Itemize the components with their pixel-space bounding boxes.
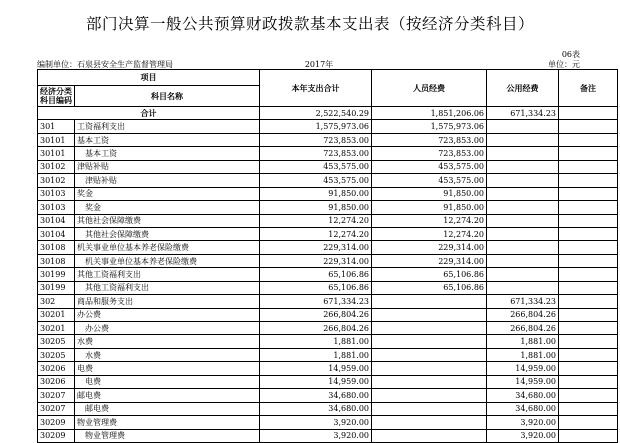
row-note [559, 268, 618, 281]
row-total: 3,920.00 [260, 416, 372, 429]
header-name: 科目名称 [75, 86, 260, 107]
table-row [38, 201, 618, 214]
table-row [38, 254, 618, 267]
row-note [559, 241, 618, 254]
row-name: 其他社会保障缴费 [75, 214, 260, 227]
table-row [38, 268, 618, 281]
row-name: 办公费 [75, 322, 260, 335]
header-note: 备注 [559, 70, 618, 107]
summary-row [38, 107, 618, 120]
row-code: 30199 [38, 268, 75, 281]
row-total: 14,959.00 [260, 375, 372, 388]
row-personnel [372, 402, 487, 415]
row-code: 30205 [38, 335, 75, 348]
row-total: 266,804.26 [260, 308, 372, 321]
row-personnel [372, 308, 487, 321]
row-name: 其他工资福利支出 [75, 268, 260, 281]
row-note [559, 322, 618, 335]
header-code: 经济分类 科目编码 [38, 86, 75, 107]
summary-personnel: 1,851,206.06 [372, 107, 487, 120]
row-name: 物业管理费 [75, 429, 260, 442]
row-total: 671,334.23 [260, 295, 372, 308]
row-personnel: 1,575,973.06 [372, 120, 487, 133]
row-personnel [372, 389, 487, 402]
row-note [559, 295, 618, 308]
row-name: 水费 [75, 348, 260, 361]
row-code: 30101 [38, 147, 75, 160]
table-row [38, 348, 618, 361]
row-public [487, 201, 559, 214]
summary-label: 合计 [38, 107, 260, 120]
row-note [559, 133, 618, 146]
row-public: 14,959.00 [487, 375, 559, 388]
row-total: 65,106.86 [260, 281, 372, 294]
row-name: 机关事业单位基本养老保险缴费 [75, 241, 260, 254]
row-total: 91,850.00 [260, 187, 372, 200]
row-total: 3,920.00 [260, 429, 372, 442]
row-note [559, 174, 618, 187]
row-note [559, 348, 618, 361]
row-note [559, 254, 618, 267]
row-public [487, 120, 559, 133]
table-row [38, 389, 618, 402]
row-note [559, 335, 618, 348]
row-note [559, 120, 618, 133]
row-code: 30108 [38, 254, 75, 267]
row-code: 30209 [38, 416, 75, 429]
form-number: 06表 [561, 50, 580, 59]
row-total: 1,881.00 [260, 348, 372, 361]
header-item: 项目 [38, 70, 260, 86]
row-public [487, 133, 559, 146]
row-code: 30209 [38, 429, 75, 442]
row-public: 14,959.00 [487, 362, 559, 375]
row-code: 30103 [38, 201, 75, 214]
table-row [38, 227, 618, 240]
row-code: 30205 [38, 348, 75, 361]
table-row [38, 308, 618, 321]
row-public [487, 281, 559, 294]
row-total: 229,314.00 [260, 241, 372, 254]
row-personnel [372, 348, 487, 361]
row-name: 津贴补贴 [75, 160, 260, 173]
row-public [487, 187, 559, 200]
row-public: 3,920.00 [487, 416, 559, 429]
row-personnel: 12,274.20 [372, 214, 487, 227]
row-name: 基本工资 [75, 133, 260, 146]
row-personnel [372, 362, 487, 375]
row-code: 30206 [38, 375, 75, 388]
table-row [38, 335, 618, 348]
row-name: 奖金 [75, 201, 260, 214]
row-public [487, 214, 559, 227]
row-personnel [372, 322, 487, 335]
row-total: 14,959.00 [260, 362, 372, 375]
row-total: 34,680.00 [260, 402, 372, 415]
row-code: 30207 [38, 389, 75, 402]
row-total: 91,850.00 [260, 201, 372, 214]
row-personnel [372, 429, 487, 442]
row-code: 30201 [38, 308, 75, 321]
row-personnel: 723,853.00 [372, 147, 487, 160]
header-total: 本年支出合计 [260, 70, 372, 107]
table-row [38, 120, 618, 133]
row-personnel: 453,575.00 [372, 160, 487, 173]
header-row-1 [38, 70, 618, 86]
table-row [38, 416, 618, 429]
row-total: 453,575.00 [260, 160, 372, 173]
table-row [38, 187, 618, 200]
row-name: 其他工资福利支出 [75, 281, 260, 294]
row-public [487, 241, 559, 254]
row-public: 671,334.23 [487, 295, 559, 308]
row-note [559, 187, 618, 200]
row-personnel [372, 295, 487, 308]
row-note [559, 429, 618, 442]
unit-label: 编制单位：石泉县安全生产监督管理局 [37, 60, 173, 69]
row-public: 34,680.00 [487, 402, 559, 415]
row-name: 机关事业单位基本养老保险缴费 [75, 254, 260, 267]
row-note [559, 362, 618, 375]
row-total: 12,274.20 [260, 227, 372, 240]
row-personnel: 12,274.20 [372, 227, 487, 240]
row-personnel [372, 335, 487, 348]
row-total: 12,274.20 [260, 214, 372, 227]
table-row [38, 241, 618, 254]
row-total: 34,680.00 [260, 389, 372, 402]
row-total: 723,853.00 [260, 133, 372, 146]
table-row [38, 295, 618, 308]
row-code: 30108 [38, 241, 75, 254]
row-name: 电费 [75, 362, 260, 375]
summary-note [559, 107, 618, 120]
row-name: 奖金 [75, 187, 260, 200]
table-row [38, 147, 618, 160]
row-personnel: 65,106.86 [372, 281, 487, 294]
row-code: 30206 [38, 362, 75, 375]
row-code: 30199 [38, 281, 75, 294]
row-total: 229,314.00 [260, 254, 372, 267]
row-code: 30101 [38, 133, 75, 146]
row-code: 30102 [38, 174, 75, 187]
row-code: 30102 [38, 160, 75, 173]
row-personnel: 453,575.00 [372, 174, 487, 187]
row-note [559, 227, 618, 240]
row-public: 34,680.00 [487, 389, 559, 402]
row-note [559, 160, 618, 173]
row-name: 电费 [75, 375, 260, 388]
row-note [559, 389, 618, 402]
row-note [559, 402, 618, 415]
table-row [38, 160, 618, 173]
row-personnel [372, 375, 487, 388]
table-row [38, 362, 618, 375]
row-total: 453,575.00 [260, 174, 372, 187]
row-public: 266,804.26 [487, 308, 559, 321]
page-title: 部门决算一般公共预算财政拨款基本支出表（按经济分类科目） [85, 15, 534, 33]
row-public: 266,804.26 [487, 322, 559, 335]
row-name: 办公费 [75, 308, 260, 321]
row-total: 1,575,973.06 [260, 120, 372, 133]
row-name: 基本工资 [75, 147, 260, 160]
row-personnel: 65,106.86 [372, 268, 487, 281]
row-code: 302 [38, 295, 75, 308]
row-personnel [372, 416, 487, 429]
summary-public: 671,334.23 [487, 107, 559, 120]
row-note [559, 375, 618, 388]
row-name: 商品和服务支出 [75, 295, 260, 308]
header-personnel: 人员经费 [372, 70, 487, 107]
row-total: 723,853.00 [260, 147, 372, 160]
table-row [38, 133, 618, 146]
row-total: 1,881.00 [260, 335, 372, 348]
row-code: 30201 [38, 322, 75, 335]
table-row [38, 322, 618, 335]
row-personnel: 229,314.00 [372, 254, 487, 267]
row-code: 30104 [38, 214, 75, 227]
row-personnel: 723,853.00 [372, 133, 487, 146]
row-code: 301 [38, 120, 75, 133]
table-row [38, 281, 618, 294]
table-row [38, 375, 618, 388]
row-note [559, 281, 618, 294]
row-note [559, 416, 618, 429]
row-name: 邮电费 [75, 402, 260, 415]
row-name: 工资福利支出 [75, 120, 260, 133]
row-public: 3,920.00 [487, 429, 559, 442]
row-name: 邮电费 [75, 389, 260, 402]
row-public: 1,881.00 [487, 335, 559, 348]
table-row [38, 402, 618, 415]
row-public [487, 268, 559, 281]
row-name: 物业管理费 [75, 416, 260, 429]
row-total: 266,804.26 [260, 322, 372, 335]
expenditure-table [37, 69, 618, 443]
row-name: 水费 [75, 335, 260, 348]
row-name: 津贴补贴 [75, 174, 260, 187]
row-note [559, 214, 618, 227]
row-public [487, 160, 559, 173]
row-public [487, 227, 559, 240]
row-total: 65,106.86 [260, 268, 372, 281]
row-code: 30104 [38, 227, 75, 240]
summary-total: 2,522,540.29 [260, 107, 372, 120]
row-note [559, 147, 618, 160]
row-code: 30207 [38, 402, 75, 415]
row-public [487, 254, 559, 267]
header-public: 公用经费 [487, 70, 559, 107]
row-personnel: 91,850.00 [372, 187, 487, 200]
row-note [559, 201, 618, 214]
row-name: 其他社会保障缴费 [75, 227, 260, 240]
table-row [38, 214, 618, 227]
row-public: 1,881.00 [487, 348, 559, 361]
row-personnel: 91,850.00 [372, 201, 487, 214]
table-row [38, 429, 618, 442]
row-public [487, 147, 559, 160]
row-code: 30103 [38, 187, 75, 200]
row-note [559, 308, 618, 321]
year-label: 2017年 [304, 60, 334, 69]
table-row [38, 174, 618, 187]
currency-label: 单位：元 [548, 60, 580, 69]
row-public [487, 174, 559, 187]
row-personnel: 229,314.00 [372, 241, 487, 254]
